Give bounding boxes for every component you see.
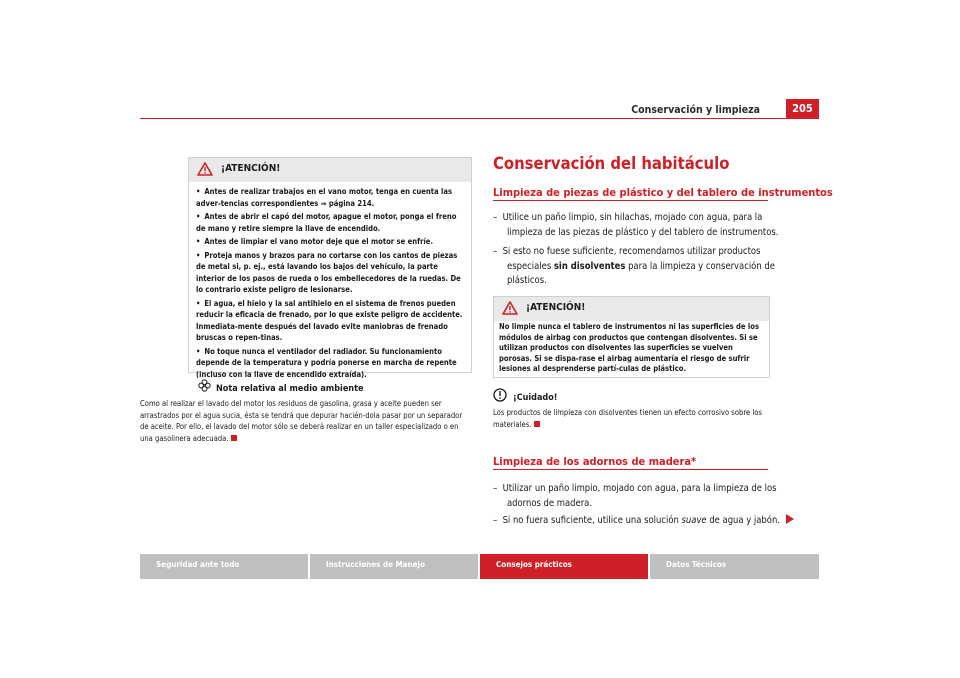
flower-environment-icon xyxy=(198,379,211,392)
warning-box-airbag xyxy=(493,296,770,378)
warning-header xyxy=(494,297,769,321)
warning-item: • Antes de abrir el capó del motor, apague el motor, ponga el freno de mano y retire siempre la llave de encendido. xyxy=(196,211,465,234)
footer-tab-safety[interactable] xyxy=(140,554,308,579)
warning-item: • El agua, el hielo y la sal antihielo en el sistema de frenos pueden reducir la eficacia de frenado, por lo que existe peligro de accidente. Inmediata-mente después del lavado evite maniobras de frenado bruscas o repen-tinas. xyxy=(196,298,465,344)
warning-item: • No toque nunca el ventilador del radiador. Su funcionamiento depende de la temperatura y podría ponerse en marcha de repente (incluso con la llave de encendido extraída). xyxy=(196,346,465,381)
warning-triangle-icon xyxy=(197,162,213,176)
footer-tab-operation[interactable] xyxy=(310,554,478,579)
warning-text: No limpie nunca el tablero de instrumentos ni las superficies de los módulos de airbag con productos que contengan disolventes. Si se utilizan productos con disolventes las superficies se vuelven porosas. Si se dispa-rase el airbag aumentaría el riesgo de sufrir lesiones al desprenderse partí-culas de plástico. xyxy=(499,322,760,373)
footer-tab-label: Instrucciones de Manejo xyxy=(326,560,425,569)
environment-note-text: Como al realizar el lavado del motor los residuos de gasolina, grasa y aceite pueden ser arrastrados por el agua sucia, ésta se tendrá que depurar hacién-dola pasar por un separador de aceite. Por ello, el lavado del motor sólo se deberá realizar en un taller especializado o en una gasolinera adecuada. xyxy=(140,399,463,443)
step-plastics-2 xyxy=(493,245,782,289)
step-bold-text: sin disolventes xyxy=(553,260,626,272)
section-rule xyxy=(493,469,768,470)
step-plastics-1 xyxy=(493,211,782,240)
header-rule xyxy=(140,118,819,119)
environment-note-title: Nota relativa al medio ambiente xyxy=(216,384,364,394)
dash-marker: – xyxy=(493,483,503,494)
caution-body xyxy=(493,407,768,430)
section-title-wood: Limpieza de los adornos de madera* xyxy=(493,455,697,468)
section-title-plastics: Limpieza de piezas de plástico y del tablero de instrumentos xyxy=(493,186,833,199)
page-number: 205 xyxy=(786,99,819,119)
exclamation-circle-icon xyxy=(493,388,507,402)
footer-tab-label: Consejos prácticos xyxy=(496,560,572,569)
dash-marker: – xyxy=(493,212,503,223)
warning-title: ¡ATENCIÓN! xyxy=(526,302,586,313)
caution-title: ¡Cuidado! xyxy=(513,393,558,403)
caution-note xyxy=(493,388,768,430)
step-italic-text: suave xyxy=(681,515,707,526)
warning-header xyxy=(189,158,471,182)
step-text: Si no fuera suficiente, utilice una solución xyxy=(502,515,679,526)
step-text: para la limpieza y conservación de plásticos. xyxy=(507,260,775,286)
step-wood-2 xyxy=(493,514,797,529)
step-text: Si esto no fuese suficiente, recomendamos utilizar productos especiales xyxy=(502,246,761,272)
continue-arrow-icon xyxy=(786,514,794,524)
dash-marker: – xyxy=(493,246,503,257)
warning-triangle-icon xyxy=(502,301,518,315)
caution-text: Los productos de limpieza con disolventes tienen un efecto corrosivo sobre los materiales. xyxy=(493,408,763,429)
footer-tab-practical-tips[interactable] xyxy=(480,554,648,579)
footer-tab-label: Seguridad ante todo xyxy=(156,560,240,569)
warning-item: • Antes de limpiar el vano motor deje que el motor se enfríe. xyxy=(196,236,465,248)
step-text: de agua y jabón. xyxy=(709,515,780,526)
running-header-title: Conservación y limpieza xyxy=(631,104,760,116)
warning-box-engine xyxy=(188,157,472,379)
section-end-marker xyxy=(231,435,237,441)
step-text: Utilizar un paño limpio, mojado con agua, para la limpieza de los adornos de madera. xyxy=(502,483,777,509)
section-rule xyxy=(493,200,768,201)
footer-tab-technical-data[interactable] xyxy=(650,554,819,579)
warning-list xyxy=(189,182,471,386)
environment-note xyxy=(140,379,472,444)
warning-item: • Proteja manos y brazos para no cortarse con los cantos de piezas de metal si, p. ej., está lavando los bajos del vehículo, la parte interior de los pasos de rueda o los embellecedores de la ruedas. De lo contrario existe peligro de lesionarse. xyxy=(196,250,465,296)
step-text: Utilice un paño limpio, sin hilachas, mojado con agua, para la limpieza de las piezas de plástico y del tablero de instrumentos. xyxy=(502,212,779,238)
chapter-title: Conservación del habitáculo xyxy=(493,154,730,173)
dash-marker: – xyxy=(493,515,503,526)
footer-tab-label: Datos Técnicos xyxy=(666,560,727,569)
warning-title: ¡ATENCIÓN! xyxy=(221,163,281,174)
section-end-marker xyxy=(534,421,540,427)
environment-note-body xyxy=(140,398,472,444)
step-wood-1 xyxy=(493,482,782,511)
warning-item: • Antes de realizar trabajos en el vano motor, tenga en cuenta las adver-tencias correspondientes ⇒ página 214. xyxy=(196,186,465,209)
